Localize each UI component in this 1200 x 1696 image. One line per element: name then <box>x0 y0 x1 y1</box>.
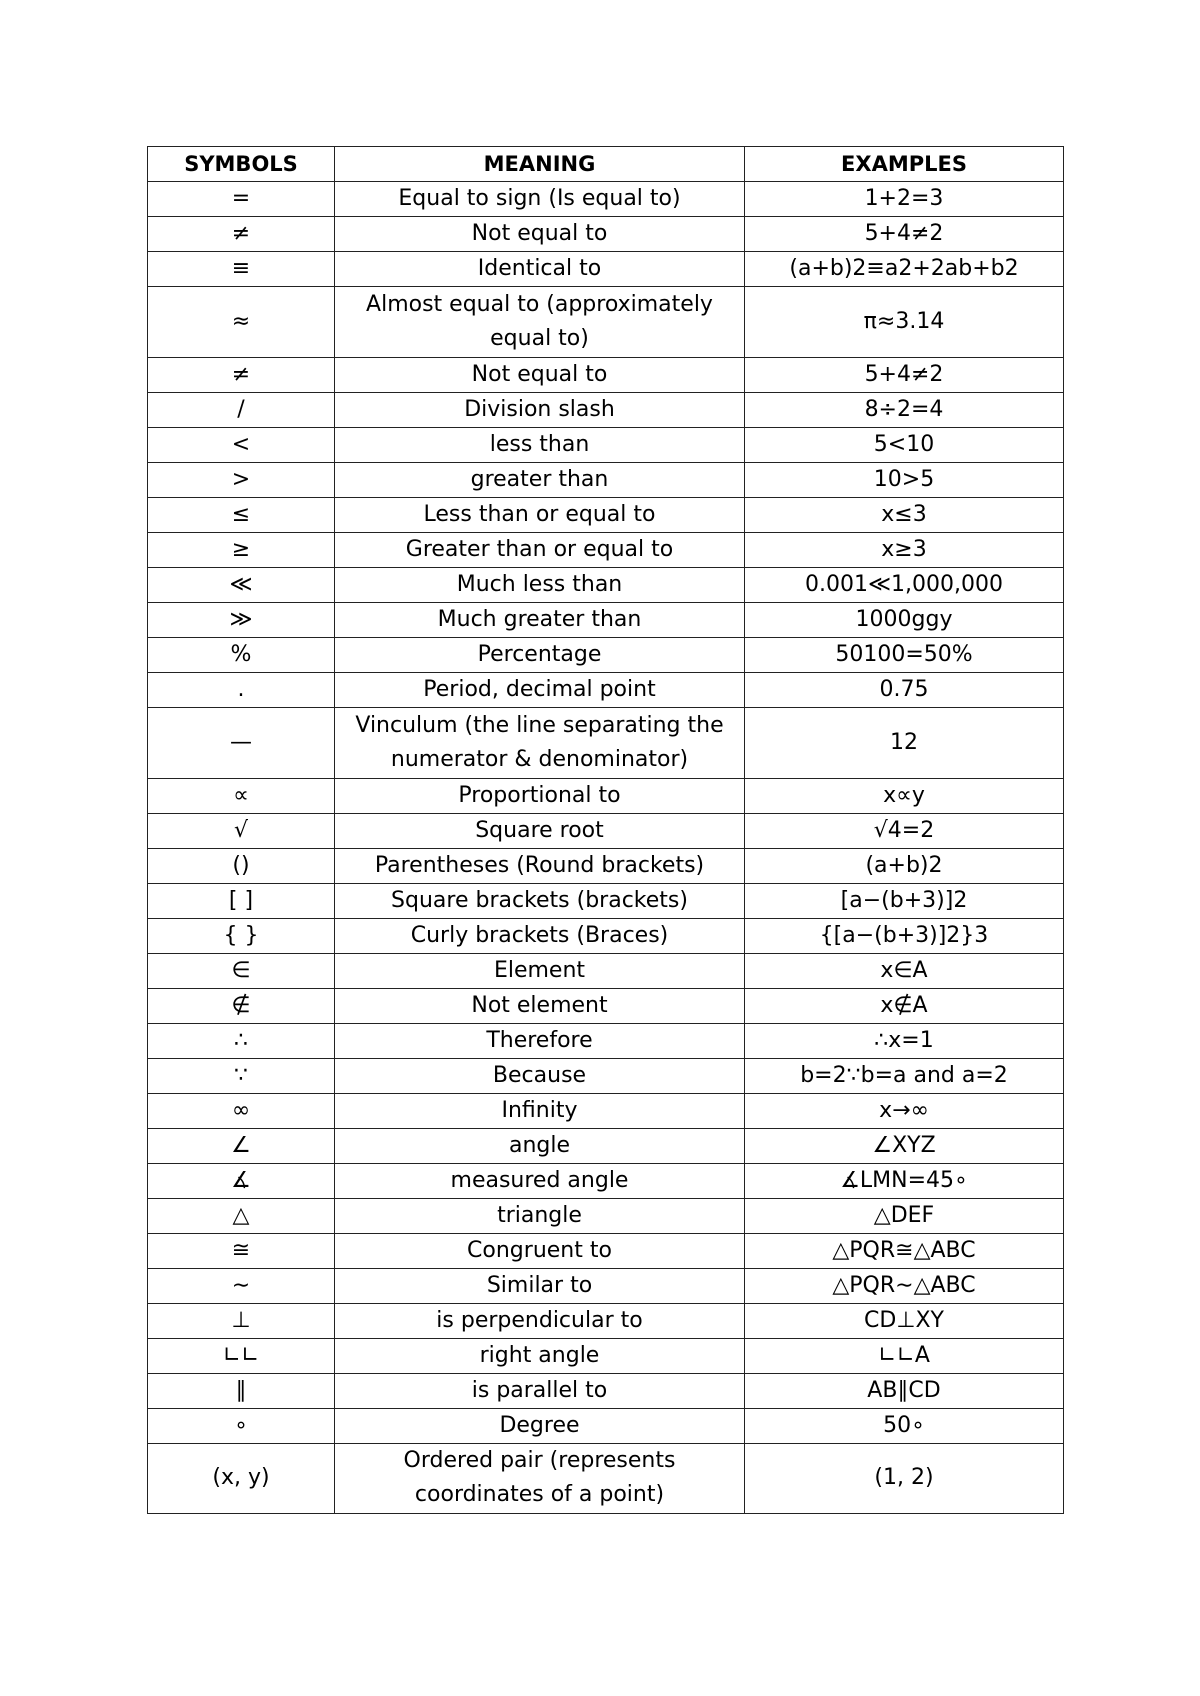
table-row <box>148 1198 1064 1233</box>
example-cell: 8÷2=4 <box>745 392 1064 427</box>
table-row <box>148 813 1064 848</box>
meaning-cell: less than <box>335 427 745 462</box>
example-cell: x∈A <box>745 953 1064 988</box>
table-row <box>148 182 1064 217</box>
example-cell: ∴x=1 <box>745 1023 1064 1058</box>
symbol-cell: ∴ <box>148 1023 335 1058</box>
table-row <box>148 217 1064 252</box>
example-cell: x→∞ <box>745 1093 1064 1128</box>
symbol-cell: ≡ <box>148 252 335 287</box>
meaning-cell: Curly brackets (Braces) <box>335 918 745 953</box>
table-row <box>148 392 1064 427</box>
meaning-cell: Infinity <box>335 1093 745 1128</box>
example-cell: CD⊥XY <box>745 1303 1064 1338</box>
table-row <box>148 427 1064 462</box>
example-cell: x∉A <box>745 988 1064 1023</box>
meaning-cell: triangle <box>335 1198 745 1233</box>
example-cell: ∠XYZ <box>745 1128 1064 1163</box>
meaning-cell: Square brackets (brackets) <box>335 883 745 918</box>
meaning-cell: Parentheses (Round brackets) <box>335 848 745 883</box>
table-row <box>148 532 1064 567</box>
symbol-cell: ∡ <box>148 1163 335 1198</box>
symbol-cell: — <box>148 707 335 778</box>
meaning-cell: Vinculum (the line separating the numerator & denominator) <box>335 707 745 778</box>
example-cell: x∝y <box>745 778 1064 813</box>
meaning-cell: Division slash <box>335 392 745 427</box>
table-row <box>148 252 1064 287</box>
meaning-cell: Not element <box>335 988 745 1023</box>
symbol-cell: / <box>148 392 335 427</box>
example-cell: 50100=50% <box>745 637 1064 672</box>
symbol-cell: ≠ <box>148 357 335 392</box>
example-cell: △DEF <box>745 1198 1064 1233</box>
symbol-cell: ∝ <box>148 778 335 813</box>
table-row <box>148 918 1064 953</box>
table-row <box>148 1303 1064 1338</box>
meaning-cell: Congruent to <box>335 1233 745 1268</box>
symbol-cell: { } <box>148 918 335 953</box>
meaning-cell: Greater than or equal to <box>335 532 745 567</box>
table-row <box>148 1163 1064 1198</box>
symbol-cell: ∥ <box>148 1373 335 1408</box>
meaning-cell: Percentage <box>335 637 745 672</box>
table-row <box>148 672 1064 707</box>
example-cell: 5+4≠2 <box>745 357 1064 392</box>
symbol-cell: < <box>148 427 335 462</box>
symbol-cell: (x, y) <box>148 1443 335 1514</box>
symbol-cell: ≈ <box>148 287 335 358</box>
symbol-cell: ∘ <box>148 1408 335 1443</box>
example-cell: 12 <box>745 707 1064 778</box>
symbol-cell: ≅ <box>148 1233 335 1268</box>
table-row <box>148 1023 1064 1058</box>
example-cell: 0.75 <box>745 672 1064 707</box>
meaning-cell: Period, decimal point <box>335 672 745 707</box>
example-cell: ∡LMN=45∘ <box>745 1163 1064 1198</box>
meaning-cell: angle <box>335 1128 745 1163</box>
table-row <box>148 637 1064 672</box>
example-cell: (a+b)2 <box>745 848 1064 883</box>
example-cell: AB∥CD <box>745 1373 1064 1408</box>
table-row <box>148 1233 1064 1268</box>
meaning-cell: Because <box>335 1058 745 1093</box>
meaning-cell: Equal to sign (Is equal to) <box>335 182 745 217</box>
example-cell: 5+4≠2 <box>745 217 1064 252</box>
symbol-cell: . <box>148 672 335 707</box>
meaning-cell: Identical to <box>335 252 745 287</box>
example-cell: 0.001≪1,000,000 <box>745 567 1064 602</box>
table-row <box>148 883 1064 918</box>
table-row <box>148 1128 1064 1163</box>
table-header-row <box>148 147 1064 182</box>
meaning-cell: Therefore <box>335 1023 745 1058</box>
example-cell: 10>5 <box>745 462 1064 497</box>
example-cell: b=2∵b=a and a=2 <box>745 1058 1064 1093</box>
example-cell: 5<10 <box>745 427 1064 462</box>
table-row <box>148 602 1064 637</box>
symbol-cell: ≫ <box>148 602 335 637</box>
symbol-cell: ∼ <box>148 1268 335 1303</box>
example-cell: π≈3.14 <box>745 287 1064 358</box>
meaning-cell: Not equal to <box>335 217 745 252</box>
symbol-cell: > <box>148 462 335 497</box>
meaning-cell: Square root <box>335 813 745 848</box>
table-row <box>148 462 1064 497</box>
meaning-cell: Similar to <box>335 1268 745 1303</box>
example-cell: x≥3 <box>745 532 1064 567</box>
example-cell: △PQR≅△ABC <box>745 1233 1064 1268</box>
meaning-cell: Much less than <box>335 567 745 602</box>
example-cell: x≤3 <box>745 497 1064 532</box>
meaning-cell: Much greater than <box>335 602 745 637</box>
symbol-cell: ≤ <box>148 497 335 532</box>
example-cell: ∟∟A <box>745 1338 1064 1373</box>
example-cell: [a−(b+3)]2 <box>745 883 1064 918</box>
math-symbols-table <box>147 146 1064 1514</box>
symbol-cell: ∵ <box>148 1058 335 1093</box>
meaning-cell: right angle <box>335 1338 745 1373</box>
table-row <box>148 1443 1064 1514</box>
example-cell: √4=2 <box>745 813 1064 848</box>
meaning-cell: is perpendicular to <box>335 1303 745 1338</box>
table-row <box>148 287 1064 358</box>
meaning-cell: Element <box>335 953 745 988</box>
example-cell: (a+b)2≡a2+2ab+b2 <box>745 252 1064 287</box>
table-body <box>148 182 1064 1514</box>
table-row <box>148 707 1064 778</box>
table-row <box>148 1268 1064 1303</box>
meaning-cell: greater than <box>335 462 745 497</box>
symbol-cell: ≠ <box>148 217 335 252</box>
symbol-cell: ≥ <box>148 532 335 567</box>
table-row <box>148 1408 1064 1443</box>
meaning-cell: measured angle <box>335 1163 745 1198</box>
header-meaning: MEANING <box>335 147 745 182</box>
symbol-cell: % <box>148 637 335 672</box>
table-row <box>148 357 1064 392</box>
symbol-cell: = <box>148 182 335 217</box>
example-cell: 1+2=3 <box>745 182 1064 217</box>
symbol-cell: √ <box>148 813 335 848</box>
example-cell: {[a−(b+3)]2}3 <box>745 918 1064 953</box>
table-row <box>148 567 1064 602</box>
symbol-cell: ⊥ <box>148 1303 335 1338</box>
symbol-cell: ∉ <box>148 988 335 1023</box>
table-row <box>148 848 1064 883</box>
example-cell: 50∘ <box>745 1408 1064 1443</box>
symbol-cell: ∈ <box>148 953 335 988</box>
meaning-cell: Proportional to <box>335 778 745 813</box>
meaning-cell: Less than or equal to <box>335 497 745 532</box>
table-row <box>148 1093 1064 1128</box>
meaning-cell: Degree <box>335 1408 745 1443</box>
symbol-cell: () <box>148 848 335 883</box>
table-row <box>148 1338 1064 1373</box>
table-row <box>148 1058 1064 1093</box>
table-row <box>148 988 1064 1023</box>
meaning-cell: Almost equal to (approximately equal to) <box>335 287 745 358</box>
table-row <box>148 778 1064 813</box>
symbol-cell: △ <box>148 1198 335 1233</box>
example-cell: 1000ggy <box>745 602 1064 637</box>
table-row <box>148 1373 1064 1408</box>
symbol-cell: ∞ <box>148 1093 335 1128</box>
table-row <box>148 953 1064 988</box>
header-symbols: SYMBOLS <box>148 147 335 182</box>
symbol-cell: ∠ <box>148 1128 335 1163</box>
symbol-cell: [ ] <box>148 883 335 918</box>
meaning-cell: Ordered pair (represents coordinates of a point) <box>335 1443 745 1514</box>
symbol-cell: ∟∟ <box>148 1338 335 1373</box>
header-examples: EXAMPLES <box>745 147 1064 182</box>
example-cell: (1, 2) <box>745 1443 1064 1514</box>
symbol-cell: ≪ <box>148 567 335 602</box>
example-cell: △PQR∼△ABC <box>745 1268 1064 1303</box>
meaning-cell: Not equal to <box>335 357 745 392</box>
meaning-cell: is parallel to <box>335 1373 745 1408</box>
table-row <box>148 497 1064 532</box>
